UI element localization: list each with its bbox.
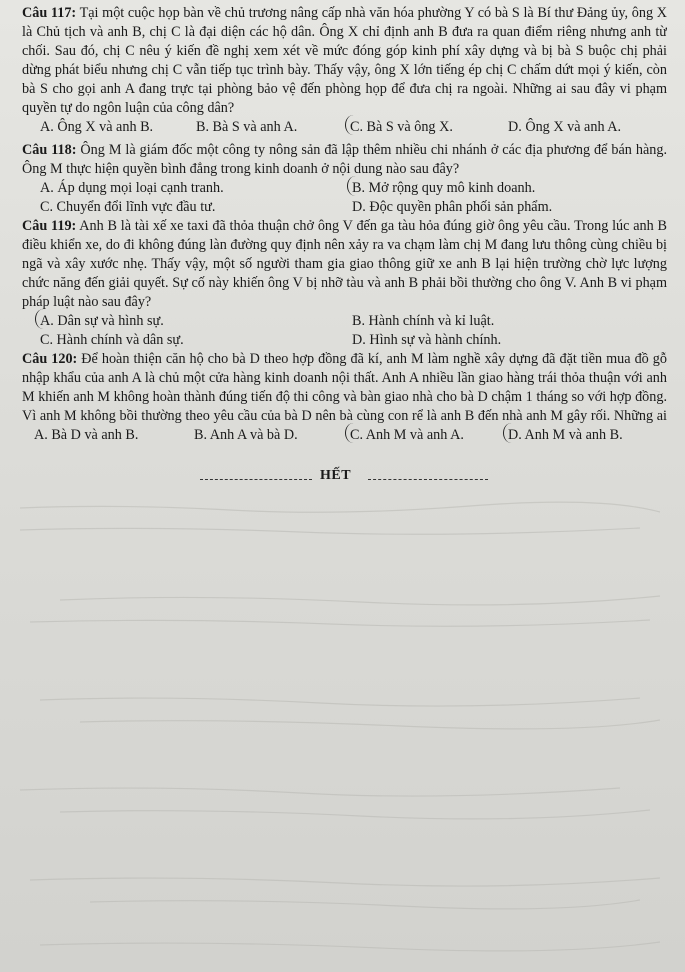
question-118-option-d: D. Độc quyền phân phối sản phẩm. (352, 199, 553, 215)
question-119-option-a: A. Dân sự và hình sự. (40, 313, 164, 329)
question-117-option-a: A. Ông X và anh B. (40, 119, 154, 135)
question-118-options-row1 (22, 179, 667, 198)
end-marker-text: HẾT (320, 468, 352, 483)
question-119-number: Câu 119: (22, 218, 77, 234)
question-117-option-d: D. Ông X và anh A. (508, 119, 622, 135)
question-118 (22, 141, 667, 217)
question-118-stem (22, 141, 667, 179)
question-118-option-b: B. Mở rộng quy mô kinh doanh. (352, 180, 536, 196)
question-120-text: Để hoàn thiện căn hộ cho bà D theo hợp đồng đã kí, anh M làm nghề xây dựng đã đặt tiền mua đồ gỗ nhập khẩu của anh A là chủ một cửa hàng kinh doanh nội thất. Anh A nhiều lần giao hàng trái thỏa thuận với anh M khiến anh M không hoàn thành đúng tiến độ thi công và bàn giao nhà cho bà D chậm 1 tháng so với hợp đồng. Vì anh M không bồi thường theo yêu cầu của bà D nên bà cùng con rể là anh B đến nhà anh M gây rối. Những ai (22, 351, 667, 424)
end-dash-right (368, 479, 488, 480)
question-119-stem (22, 217, 667, 312)
question-117-option-c: C. Bà S và ông X. (350, 119, 453, 135)
question-119-option-b: B. Hành chính và kỉ luật. (352, 313, 495, 329)
question-119-text: Anh B là tài xế xe taxi đã thỏa thuận chở ông V đến ga tàu hỏa đúng giờ ông yêu cầu. Trong lúc anh B điều khiển xe, do đi không đúng làn đường quy định nên xảy ra va chạm làm chị M đang lưu thông cùng chiều bị ngã và xây xước nhẹ. Thấy vậy, một số người tham gia giao thông giữ xe anh B lại hiện trường chờ lực lượng chức năng đến giải quyết. Sự cố này khiến ông V bị nhỡ tàu và anh B phải bồi thường cho ông V. Anh B vi phạm pháp luật nào sau đây? (22, 218, 667, 310)
question-120-options (22, 426, 667, 445)
question-119-options-row1 (22, 312, 667, 331)
question-117 (22, 4, 667, 137)
question-120 (22, 350, 667, 445)
question-120-option-b: B. Anh A và bà D. (194, 427, 298, 443)
question-118-text: Ông M là giám đốc một công ty nông sản đã lập thêm nhiều chi nhánh ở các địa phương để bán hàng. Ông M thực hiện quyền bình đẳng trong kinh doanh ở nội dung nào sau đây? (22, 142, 667, 177)
question-120-option-d: D. Anh M và anh B. (508, 427, 623, 443)
question-118-option-c: C. Chuyển đổi lĩnh vực đầu tư. (40, 199, 216, 215)
question-117-text: Tại một cuộc họp bàn về chủ trương nâng cấp nhà văn hóa phường Y có bà S là Bí thư Đảng ủy, ông X là Chủ tịch và anh B, chị C là đại diện các hộ dân. Ông X chỉ định anh B đưa ra quan điểm riêng nhưng anh từ chối. Sau đó, chị C nêu ý kiến đề nghị xem xét về mức đóng góp kinh phí xây dựng và bị bà S buộc chị phải dừng phát biểu nhưng chị C vẫn tiếp tục trình bày. Thấy vậy, ông X lớn tiếng ép chị C chấm dứt mọi ý kiến, còn bà S cho gọi anh A đang trực tại phòng bảo vệ đến phòng họp để đưa chị ra ngoài. Những ai sau đây vi phạm quyền tự do ngôn luận của công dân? (22, 5, 667, 116)
question-119-options-row2 (22, 331, 667, 350)
question-120-option-a: A. Bà D và anh B. (34, 427, 139, 443)
question-117-number: Câu 117: (22, 5, 77, 21)
question-120-number: Câu 120: (22, 351, 78, 367)
end-marker (200, 468, 490, 488)
question-120-option-c: C. Anh M và anh A. (350, 427, 464, 443)
question-117-option-b: B. Bà S và anh A. (196, 119, 298, 135)
question-119-option-c: C. Hành chính và dân sự. (40, 332, 184, 348)
question-118-number: Câu 118: (22, 142, 77, 158)
question-118-option-a: A. Áp dụng mọi loại cạnh tranh. (40, 180, 224, 196)
question-119 (22, 217, 667, 350)
question-118-options-row2 (22, 198, 667, 217)
paper-show-through (0, 490, 685, 972)
question-117-stem (22, 4, 667, 118)
question-120-stem (22, 350, 667, 426)
question-119-option-d: D. Hình sự và hành chính. (352, 332, 502, 348)
question-117-options (22, 118, 667, 137)
end-dash-left (200, 479, 312, 480)
